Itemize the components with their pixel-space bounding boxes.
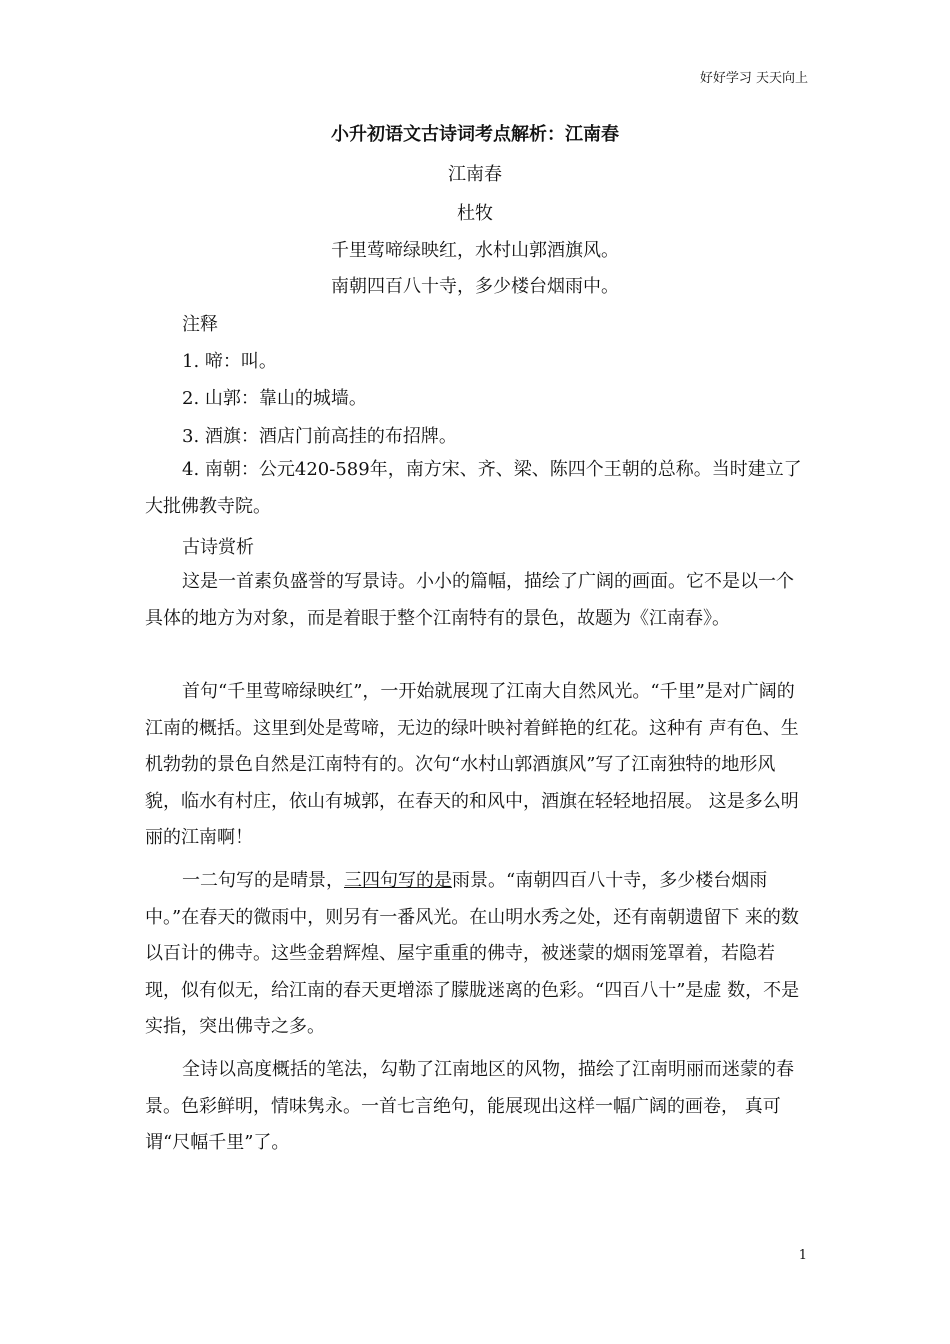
poem-line-1: 千里莺啼绿映红，水村山郭酒旗风。: [331, 240, 619, 261]
underlined-phrase: 三四句写的是: [344, 870, 452, 891]
page-number: 1: [798, 1248, 807, 1263]
note-item-4: 4. 南朝：公元420-589年，南方宋、齐、梁、陈四个王朝的总称。当时建立了大批佛教寺院。: [145, 459, 802, 517]
header-motto: 好好学习 天天向上: [699, 71, 808, 86]
appreciation-heading: 古诗赏析: [182, 537, 254, 558]
poem-line-2: 南朝四百八十寺，多少楼台烟雨中。: [331, 276, 619, 297]
paragraph-3-start: 一二句写的是晴景，: [182, 870, 344, 891]
poem-title: 江南春: [448, 164, 502, 185]
poem-author: 杜牧: [457, 203, 493, 224]
appreciation-paragraph-2: 首句“千里莺啼绿映红”，一开始就展现了江南大自然风光。“千里”是对广阔的江南的概括。这里到处是莺啼，无边的绿叶映衬着鲜艳的红花。这种有 声有色、生机勃勃的景色自然是江南特有的。次句“水村山郭酒旗风”写了江南独特的地形风貌，临水有村庄，依山有城郭，在春天的和风中，酒旗在轻轻地招展。 这是多么明丽的江南啊！: [145, 681, 799, 848]
appreciation-paragraph-3: [145, 863, 810, 1046]
paragraph-3-rest: 雨景。“南朝四百八十寺，多少楼台烟雨中。”在春天的微雨中，则另有一番风光。在山明水秀之处，还有南朝遗留下 来的数以百计的佛寺。这些金碧辉煌、屋宇重重的佛寺，被迷蒙的烟雨笼罩着，若隐若现，似有似无，给江南的春天更增添了朦胧迷离的色彩。“四百八十”是虚 数，不是实指，突出佛寺之多。: [145, 870, 800, 1037]
note-item-1: 1. 啼：叫。: [182, 351, 277, 372]
page-title: 小升初语文古诗词考点解析：江南春: [331, 124, 619, 145]
notes-heading: 注释: [182, 314, 218, 335]
note-item-3: 3. 酒旗：酒店门前高挂的布招牌。: [182, 426, 457, 447]
appreciation-paragraph-4: 全诗以高度概括的笔法，勾勒了江南地区的风物，描绘了江南明丽而迷蒙的春景。色彩鲜明，情味隽永。一首七言绝句，能展现出这样一幅广阔的画卷， 真可谓“尺幅千里”了。: [145, 1059, 794, 1153]
appreciation-paragraph-1: 这是一首素负盛誉的写景诗。小小的篇幅，描绘了广阔的画面。它不是以一个具体的地方为对象，而是着眼于整个江南特有的景色，故题为《江南春》。: [145, 571, 794, 629]
note-item-2: 2. 山郭：靠山的城墙。: [182, 388, 367, 409]
